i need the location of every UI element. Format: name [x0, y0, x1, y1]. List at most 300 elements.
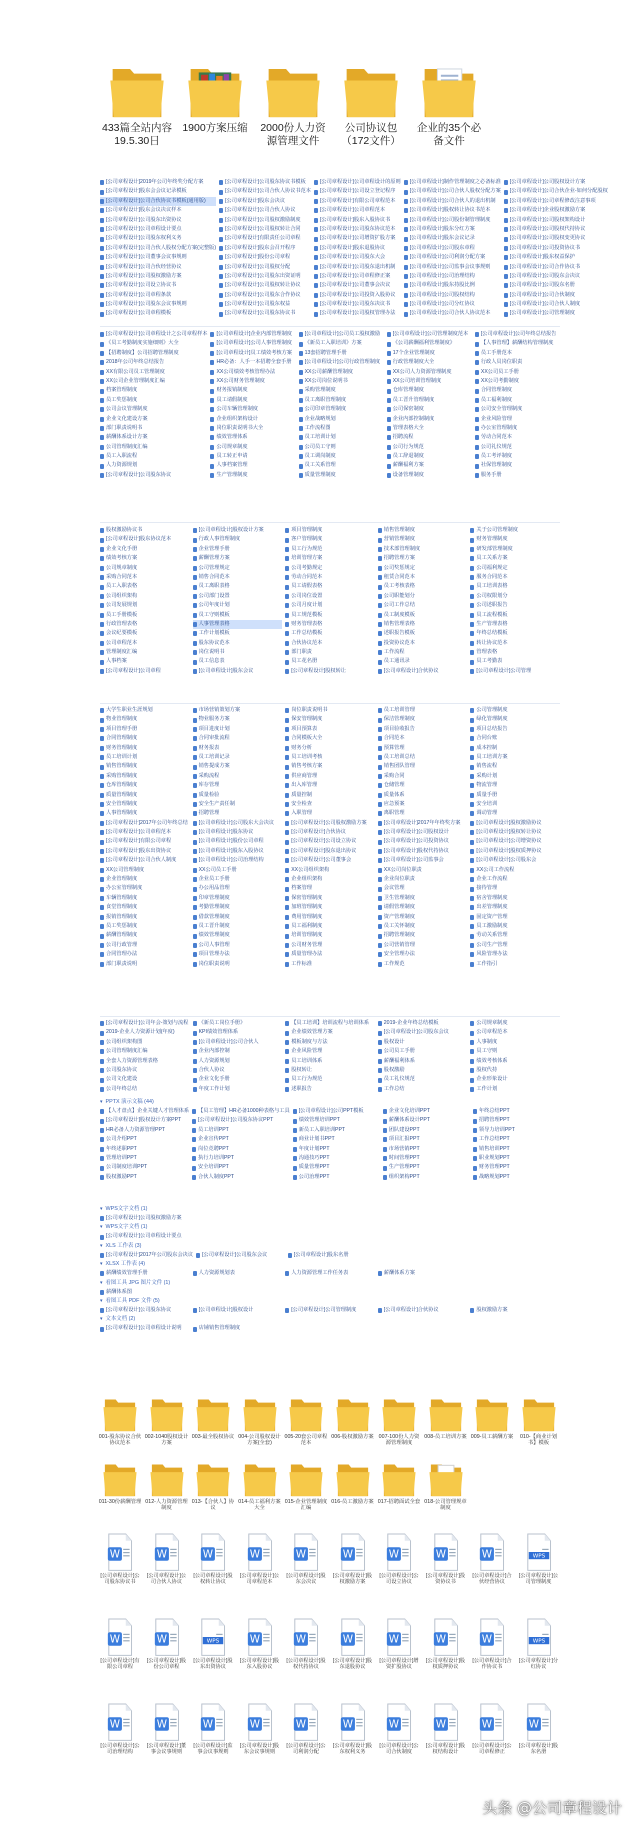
file-item[interactable]	[285, 648, 375, 657]
file-item[interactable]	[100, 244, 216, 253]
file-item[interactable]	[100, 734, 190, 743]
file-item[interactable]	[475, 386, 560, 395]
file-item[interactable]	[314, 244, 401, 253]
file-item[interactable]	[100, 667, 190, 676]
folder-2[interactable]	[178, 62, 252, 135]
file-item[interactable]	[504, 178, 608, 187]
file-item[interactable]	[193, 960, 283, 969]
file-item[interactable]	[387, 433, 472, 442]
file-item[interactable]	[100, 415, 207, 424]
file-item[interactable]	[100, 1116, 189, 1125]
file-item[interactable]	[378, 875, 468, 884]
file-item[interactable]	[470, 828, 560, 837]
file-item[interactable]	[387, 339, 472, 348]
file-item[interactable]	[285, 657, 375, 666]
file-item[interactable]	[219, 309, 311, 318]
file-item[interactable]	[378, 884, 468, 893]
file-item[interactable]	[100, 819, 190, 828]
document-item[interactable]	[284, 1617, 328, 1684]
file-item[interactable]	[285, 1306, 375, 1315]
file-item[interactable]	[404, 253, 501, 262]
folder-item[interactable]	[470, 1395, 514, 1460]
file-item[interactable]	[193, 629, 283, 638]
file-item[interactable]	[470, 706, 560, 715]
file-item[interactable]	[193, 866, 283, 875]
file-item[interactable]	[100, 452, 207, 461]
document-item[interactable]	[377, 1617, 421, 1684]
file-item[interactable]	[470, 620, 560, 629]
file-item[interactable]	[378, 734, 468, 743]
file-item[interactable]	[475, 349, 560, 358]
file-item[interactable]	[378, 715, 468, 724]
file-item[interactable]	[387, 424, 472, 433]
file-item[interactable]	[193, 884, 283, 893]
file-item[interactable]	[219, 225, 311, 234]
file-item[interactable]	[285, 809, 375, 818]
file-item[interactable]	[193, 706, 283, 715]
file-item[interactable]	[470, 903, 560, 912]
file-item[interactable]	[100, 884, 190, 893]
file-item[interactable]	[285, 772, 375, 781]
file-item[interactable]	[193, 1324, 283, 1333]
file-item[interactable]	[378, 856, 468, 865]
file-item[interactable]	[470, 554, 560, 563]
file-item[interactable]	[378, 545, 468, 554]
file-item[interactable]	[100, 349, 207, 358]
file-item[interactable]	[285, 564, 375, 573]
file-item[interactable]	[314, 253, 401, 262]
file-item[interactable]	[100, 657, 190, 666]
file-item[interactable]	[378, 1019, 468, 1028]
document-item[interactable]	[98, 1617, 142, 1684]
file-item[interactable]	[378, 828, 468, 837]
file-item[interactable]	[100, 931, 190, 940]
folder-item[interactable]	[284, 1460, 328, 1525]
file-item[interactable]	[100, 828, 190, 837]
file-item[interactable]	[404, 187, 501, 196]
file-item[interactable]	[193, 1028, 283, 1037]
file-item[interactable]	[285, 573, 375, 582]
file-item[interactable]	[193, 856, 283, 865]
file-item[interactable]	[293, 1145, 380, 1154]
file-item[interactable]	[470, 866, 560, 875]
file-item[interactable]	[100, 535, 190, 544]
file-item[interactable]	[475, 471, 560, 480]
file-item[interactable]	[210, 368, 295, 377]
file-item[interactable]	[100, 903, 190, 912]
file-item[interactable]	[193, 828, 283, 837]
file-item[interactable]	[475, 358, 560, 367]
file-item[interactable]	[100, 358, 207, 367]
file-item[interactable]	[193, 639, 283, 648]
file-item[interactable]	[387, 415, 472, 424]
folder-3[interactable]	[256, 62, 330, 148]
file-item[interactable]	[387, 405, 472, 414]
file-item[interactable]	[193, 772, 283, 781]
file-item[interactable]	[219, 253, 311, 262]
file-item[interactable]	[299, 330, 384, 339]
file-item[interactable]	[100, 253, 216, 262]
file-item[interactable]	[100, 1038, 190, 1047]
file-item[interactable]	[378, 611, 468, 620]
file-item[interactable]	[404, 178, 501, 187]
file-item[interactable]	[504, 187, 608, 196]
file-item[interactable]	[299, 471, 384, 480]
document-item[interactable]	[238, 1617, 282, 1684]
file-item[interactable]	[100, 753, 190, 762]
file-item[interactable]	[378, 1306, 468, 1315]
document-item[interactable]	[331, 1702, 375, 1769]
file-item[interactable]	[100, 592, 190, 601]
file-item[interactable]	[210, 433, 295, 442]
file-item[interactable]	[475, 339, 560, 348]
file-item[interactable]	[504, 281, 608, 290]
file-item[interactable]	[285, 1075, 375, 1084]
folder-4[interactable]	[334, 62, 408, 148]
file-item[interactable]	[100, 629, 190, 638]
file-item[interactable]	[196, 1251, 285, 1260]
file-item[interactable]	[378, 592, 468, 601]
file-item[interactable]	[100, 272, 216, 281]
file-item[interactable]	[383, 1154, 470, 1163]
file-item[interactable]	[100, 443, 207, 452]
file-item[interactable]	[473, 1116, 560, 1125]
file-item[interactable]	[100, 648, 190, 657]
file-item[interactable]	[387, 330, 472, 339]
file-item[interactable]	[193, 837, 283, 846]
document-item[interactable]	[191, 1702, 235, 1769]
file-item[interactable]	[285, 781, 375, 790]
file-item[interactable]	[193, 601, 283, 610]
file-item[interactable]	[378, 762, 468, 771]
group-header[interactable]: ▾ WPS文字文档 (1)	[100, 1224, 148, 1231]
file-item[interactable]	[100, 791, 190, 800]
file-item[interactable]	[470, 931, 560, 940]
file-item[interactable]	[100, 461, 207, 470]
file-item[interactable]	[470, 941, 560, 950]
folder-item[interactable]	[191, 1460, 235, 1525]
file-item[interactable]	[219, 272, 311, 281]
file-item[interactable]	[473, 1145, 560, 1154]
file-item[interactable]	[193, 1019, 283, 1028]
file-item[interactable]	[193, 931, 283, 940]
file-item[interactable]	[387, 471, 472, 480]
file-item[interactable]	[387, 368, 472, 377]
file-item[interactable]	[285, 1066, 375, 1075]
file-item[interactable]	[285, 800, 375, 809]
file-item[interactable]	[100, 1135, 189, 1144]
file-item[interactable]	[100, 781, 190, 790]
file-item[interactable]	[192, 1145, 290, 1154]
file-item[interactable]	[293, 1163, 380, 1172]
file-item[interactable]	[100, 800, 190, 809]
file-item[interactable]	[299, 396, 384, 405]
file-item[interactable]	[470, 772, 560, 781]
file-item[interactable]	[293, 1107, 380, 1116]
file-item[interactable]	[378, 960, 468, 969]
document-item[interactable]	[424, 1617, 468, 1684]
file-item[interactable]	[404, 263, 501, 272]
file-item[interactable]	[378, 564, 468, 573]
file-item[interactable]	[285, 922, 375, 931]
file-item[interactable]	[470, 791, 560, 800]
file-item[interactable]	[210, 339, 295, 348]
file-item[interactable]	[285, 913, 375, 922]
file-item[interactable]	[193, 941, 283, 950]
file-item[interactable]	[100, 1154, 189, 1163]
file-item[interactable]	[285, 875, 375, 884]
file-item[interactable]	[285, 592, 375, 601]
file-item[interactable]	[314, 234, 401, 243]
file-item[interactable]	[473, 1163, 560, 1172]
file-item[interactable]	[504, 300, 608, 309]
file-item[interactable]	[100, 611, 190, 620]
file-item[interactable]	[293, 1135, 380, 1144]
file-item[interactable]	[387, 443, 472, 452]
file-item[interactable]	[100, 1047, 190, 1056]
group-header[interactable]: ▾ XLS 工作表 (3)	[100, 1242, 142, 1249]
file-item[interactable]	[470, 639, 560, 648]
file-item[interactable]	[193, 667, 283, 676]
file-item[interactable]	[504, 253, 608, 262]
folder-item[interactable]	[331, 1460, 375, 1525]
file-item[interactable]	[285, 554, 375, 563]
folder-item[interactable]	[145, 1460, 189, 1525]
file-item[interactable]	[100, 809, 190, 818]
file-item[interactable]	[285, 819, 375, 828]
file-item[interactable]	[285, 715, 375, 724]
file-item[interactable]	[378, 931, 468, 940]
document-item[interactable]	[191, 1532, 235, 1599]
file-item[interactable]	[100, 368, 207, 377]
file-item[interactable]	[470, 545, 560, 554]
document-item[interactable]	[238, 1702, 282, 1769]
file-item[interactable]	[470, 1019, 560, 1028]
file-item[interactable]	[100, 1066, 190, 1075]
file-item[interactable]	[193, 1085, 283, 1094]
file-item[interactable]	[473, 1135, 560, 1144]
file-item[interactable]	[504, 272, 608, 281]
file-item[interactable]	[504, 291, 608, 300]
file-item[interactable]	[378, 894, 468, 903]
file-item[interactable]	[100, 856, 190, 865]
file-item[interactable]	[470, 648, 560, 657]
file-item[interactable]	[100, 216, 216, 225]
file-item[interactable]	[504, 309, 608, 318]
file-item[interactable]	[193, 592, 283, 601]
document-item[interactable]	[145, 1702, 189, 1769]
file-item[interactable]	[378, 526, 468, 535]
file-item[interactable]	[100, 620, 190, 629]
file-item[interactable]	[193, 809, 283, 818]
file-item[interactable]	[504, 263, 608, 272]
file-item[interactable]	[193, 1306, 283, 1315]
file-item[interactable]	[314, 206, 401, 215]
folder-item[interactable]	[238, 1460, 282, 1525]
file-item[interactable]	[193, 950, 283, 959]
file-item[interactable]	[475, 461, 560, 470]
file-item[interactable]	[387, 377, 472, 386]
file-item[interactable]	[475, 377, 560, 386]
file-item[interactable]	[314, 187, 401, 196]
file-item[interactable]	[293, 1154, 380, 1163]
file-item[interactable]	[100, 1107, 189, 1116]
file-item[interactable]	[378, 772, 468, 781]
file-item[interactable]	[100, 396, 207, 405]
file-item[interactable]	[285, 545, 375, 554]
file-item[interactable]	[100, 866, 190, 875]
file-item[interactable]	[299, 368, 384, 377]
file-item[interactable]	[378, 744, 468, 753]
file-item[interactable]	[470, 781, 560, 790]
file-item[interactable]	[404, 309, 501, 318]
file-item[interactable]	[314, 216, 401, 225]
file-item[interactable]	[383, 1173, 470, 1182]
file-item[interactable]	[285, 1019, 375, 1028]
file-item[interactable]	[285, 535, 375, 544]
file-item[interactable]	[193, 1269, 283, 1278]
file-item[interactable]	[378, 535, 468, 544]
file-item[interactable]	[100, 837, 190, 846]
file-item[interactable]	[299, 415, 384, 424]
file-item[interactable]	[100, 309, 216, 318]
file-item[interactable]	[100, 405, 207, 414]
document-item[interactable]	[238, 1532, 282, 1599]
file-item[interactable]	[470, 601, 560, 610]
file-item[interactable]	[210, 424, 295, 433]
file-item[interactable]	[504, 216, 608, 225]
file-item[interactable]	[378, 837, 468, 846]
file-item[interactable]	[100, 300, 216, 309]
file-item[interactable]	[470, 762, 560, 771]
file-item[interactable]	[285, 725, 375, 734]
file-item[interactable]	[100, 582, 190, 591]
file-item[interactable]	[470, 1075, 560, 1084]
file-item[interactable]	[285, 1269, 375, 1278]
file-item[interactable]	[378, 800, 468, 809]
file-item[interactable]	[192, 1116, 290, 1125]
file-item[interactable]	[193, 734, 283, 743]
file-item[interactable]	[314, 300, 401, 309]
file-item[interactable]	[285, 601, 375, 610]
file-item[interactable]	[475, 330, 560, 339]
file-item[interactable]	[378, 554, 468, 563]
file-item[interactable]	[378, 667, 468, 676]
file-item[interactable]	[219, 216, 311, 225]
file-item[interactable]	[193, 847, 283, 856]
file-item[interactable]	[100, 339, 207, 348]
file-item[interactable]	[285, 894, 375, 903]
file-item[interactable]	[285, 941, 375, 950]
file-item[interactable]	[100, 225, 216, 234]
file-item[interactable]	[475, 396, 560, 405]
file-item[interactable]	[100, 922, 190, 931]
file-item[interactable]	[100, 1269, 190, 1278]
file-item[interactable]	[293, 1126, 380, 1135]
file-item[interactable]	[193, 744, 283, 753]
file-item[interactable]	[378, 648, 468, 657]
document-item[interactable]	[284, 1532, 328, 1599]
file-item[interactable]	[475, 443, 560, 452]
file-item[interactable]	[470, 564, 560, 573]
file-item[interactable]	[193, 903, 283, 912]
file-item[interactable]	[470, 573, 560, 582]
file-item[interactable]	[404, 291, 501, 300]
file-item[interactable]	[470, 592, 560, 601]
file-item[interactable]	[378, 847, 468, 856]
file-item[interactable]	[470, 629, 560, 638]
file-item[interactable]	[100, 526, 190, 535]
file-item[interactable]	[383, 1116, 470, 1125]
file-item[interactable]	[504, 225, 608, 234]
folder-item[interactable]	[284, 1395, 328, 1460]
file-item[interactable]	[100, 1145, 189, 1154]
file-item[interactable]	[473, 1154, 560, 1163]
document-item[interactable]	[517, 1702, 561, 1769]
file-item[interactable]	[100, 1163, 189, 1172]
file-item[interactable]	[314, 281, 401, 290]
file-item[interactable]	[470, 894, 560, 903]
file-item[interactable]	[504, 234, 608, 243]
file-item[interactable]	[285, 706, 375, 715]
file-item[interactable]	[193, 554, 283, 563]
file-item[interactable]	[192, 1135, 290, 1144]
file-item[interactable]	[193, 526, 283, 535]
file-item[interactable]	[285, 1085, 375, 1094]
file-item[interactable]	[100, 377, 207, 386]
file-item[interactable]	[378, 781, 468, 790]
file-item[interactable]	[193, 1066, 283, 1075]
document-item[interactable]	[517, 1532, 561, 1599]
file-item[interactable]	[475, 405, 560, 414]
file-item[interactable]	[100, 424, 207, 433]
file-item[interactable]	[285, 667, 375, 676]
file-item[interactable]	[100, 715, 190, 724]
folder-item[interactable]	[98, 1460, 142, 1525]
file-item[interactable]	[193, 535, 283, 544]
file-item[interactable]	[475, 415, 560, 424]
file-item[interactable]	[285, 856, 375, 865]
file-item[interactable]	[288, 1251, 377, 1260]
file-item[interactable]	[470, 856, 560, 865]
file-item[interactable]	[299, 424, 384, 433]
file-item[interactable]	[193, 582, 283, 591]
file-item[interactable]	[383, 1135, 470, 1144]
file-item[interactable]	[470, 753, 560, 762]
file-item[interactable]	[100, 573, 190, 582]
file-item[interactable]	[193, 1075, 283, 1084]
file-item[interactable]	[100, 433, 207, 442]
file-item[interactable]	[100, 1214, 190, 1223]
file-item[interactable]	[470, 884, 560, 893]
folder-item[interactable]	[191, 1395, 235, 1460]
file-item[interactable]	[210, 443, 295, 452]
file-item[interactable]	[100, 234, 216, 243]
file-item[interactable]	[100, 1251, 193, 1260]
file-item[interactable]	[219, 291, 311, 300]
file-item[interactable]	[100, 1173, 189, 1182]
file-item[interactable]	[299, 461, 384, 470]
file-item[interactable]	[383, 1107, 470, 1116]
file-item[interactable]	[285, 582, 375, 591]
file-item[interactable]	[193, 564, 283, 573]
file-item[interactable]	[473, 1107, 560, 1116]
file-item[interactable]	[378, 791, 468, 800]
group-header[interactable]: ▾ PPTX 演示文稿 (44)	[100, 1099, 154, 1105]
file-item[interactable]	[470, 744, 560, 753]
file-item[interactable]	[285, 828, 375, 837]
group-header[interactable]: ▾ XLSX 工作表 (4)	[100, 1261, 146, 1268]
